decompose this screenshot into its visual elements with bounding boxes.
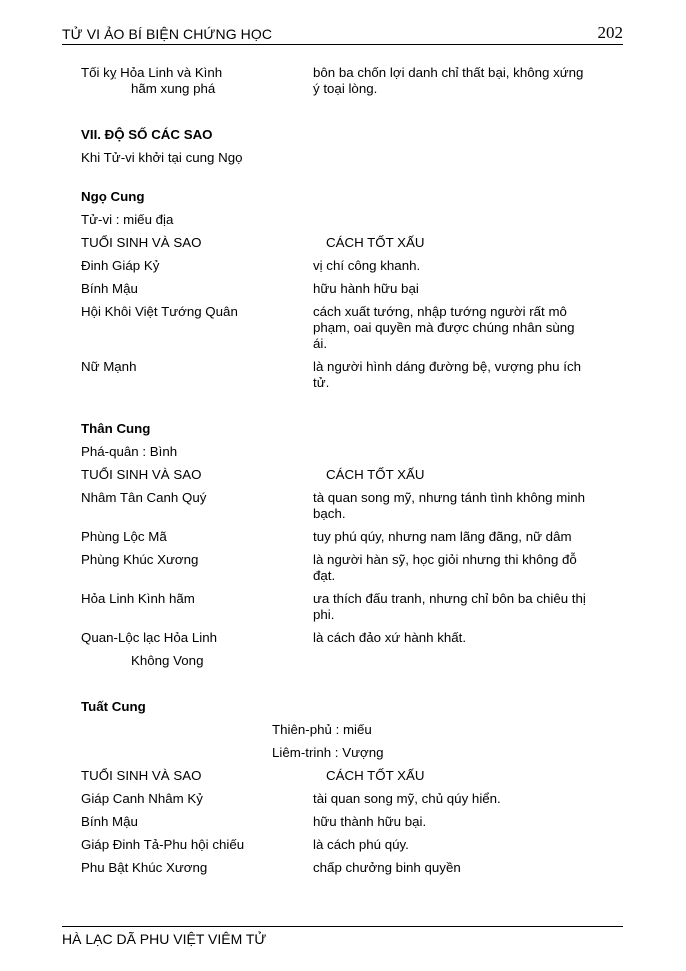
page-number: 202 bbox=[597, 23, 623, 42]
intro-right-line-1: bôn ba chốn lợi danh chỉ thất bại, không xứng bbox=[313, 65, 584, 80]
table-row: Giáp Đinh Tả-Phu hội chiếu là cách phú qúy. bbox=[81, 837, 409, 852]
ngo-col-right-header: CÁCH TỐT XẤU bbox=[326, 235, 425, 250]
ngo-col-left-header: TUỔI SINH VÀ SAO bbox=[81, 235, 202, 250]
table-row: Bính Mậu hữu hành hữu bại bbox=[81, 281, 419, 296]
tuat-star-2: Liêm-trinh : Vượng bbox=[272, 745, 384, 760]
table-row: Đinh Giáp Kỷ vị chí công khanh. bbox=[81, 258, 421, 273]
than-column-headers bbox=[81, 467, 611, 483]
ngo-title: Ngọ Cung bbox=[81, 189, 145, 204]
tuat-col-left-header: TUỔI SINH VÀ SAO bbox=[81, 768, 202, 783]
table-row: Hỏa Linh Kình hãm ưa thích đấu tranh, nhưng chỉ bôn ba chiêu thị phi. bbox=[81, 591, 586, 622]
than-title: Thân Cung bbox=[81, 421, 151, 436]
page-header bbox=[62, 22, 623, 45]
ngo-star: Tử-vi : miếu địa bbox=[81, 212, 174, 227]
header-title: TỬ VI ẢO BÍ BIỆN CHỨNG HỌC bbox=[62, 26, 273, 42]
page-footer bbox=[62, 926, 623, 947]
tuat-title: Tuất Cung bbox=[81, 699, 146, 714]
table-row: Phùng Lộc Mã tuy phú qúy, nhưng nam lãng đãng, nữ dâm bbox=[81, 529, 572, 544]
table-row: Nhâm Tân Canh Quý tà quan song mỹ, nhưng tánh tình không minh bạch. bbox=[81, 490, 586, 521]
tuat-star-1: Thiên-phủ : miếu bbox=[272, 722, 372, 737]
ngo-column-headers bbox=[81, 235, 611, 251]
tuat-col-right-header: CÁCH TỐT XẤU bbox=[326, 768, 425, 783]
section-heading: VII. ĐỘ SỐ CÁC SAO bbox=[81, 127, 213, 142]
page-content bbox=[81, 65, 611, 883]
than-star: Phá-quân : Bình bbox=[81, 444, 178, 459]
intro-left-line-1: Tối kỵ Hỏa Linh và Kình bbox=[81, 65, 223, 80]
intro-left-line-2: hãm xung phá bbox=[131, 81, 216, 96]
than-col-left-header: TUỔI SINH VÀ SAO bbox=[81, 467, 202, 482]
footer-text: HÀ LẠC DÃ PHU VIỆT VIÊM TỬ bbox=[62, 931, 267, 947]
than-col-right-header: CÁCH TỐT XẤU bbox=[326, 467, 425, 482]
intro-row bbox=[81, 65, 611, 97]
intro-right-line-2: ý toại lòng. bbox=[313, 81, 378, 96]
table-row: Giáp Canh Nhâm Kỷ tài quan song mỹ, chủ qúy hiển. bbox=[81, 791, 501, 806]
table-row: Bính Mậu hữu thành hữu bại. bbox=[81, 814, 427, 829]
table-row: Nữ Mạnh là người hình dáng đường bệ, vượng phu ích tử. bbox=[81, 359, 582, 390]
table-row: Phùng Khúc Xương là người hàn sỹ, học giỏi nhưng thi không đỗ đạt. bbox=[81, 552, 577, 583]
table-row: Phu Bật Khúc Xương chấp chưởng binh quyền bbox=[81, 860, 461, 875]
table-row: Hội Khôi Việt Tướng Quân cách xuất tướng, nhập tướng người rất mô phạm, oai quyền mà được chúng nhân sùng ái. bbox=[81, 304, 575, 351]
tuat-column-headers bbox=[81, 768, 611, 784]
table-row: Quan-Lộc lạc Hỏa Linh Không Vong là cách đảo xứ hành khất. bbox=[81, 630, 467, 668]
section-subheading: Khi Tử-vi khởi tại cung Ngọ bbox=[81, 150, 243, 165]
